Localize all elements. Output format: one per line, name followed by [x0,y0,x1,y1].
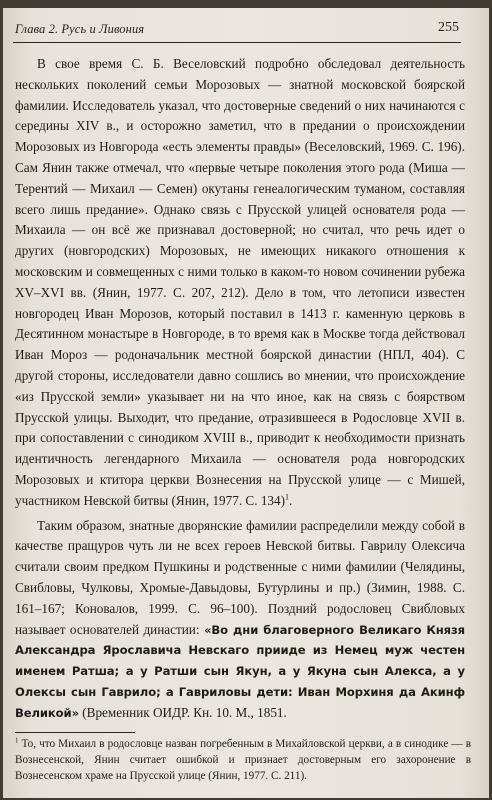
book-page [3,8,489,798]
page-number: 255 [438,20,459,35]
footnote-marker: 1 [15,736,19,745]
footnote-rule [15,732,135,733]
paragraph-2-text: Таким образом, знатные дворянские фамилии распределили между собой в качестве пращуров чуть ли не всех героев Невской битвы. Гаврилу Олексича считали своим предком Пушкины и родственные с ними фамилии (Челядины, Свибловы, Чулковы, Хромые-Давыдовы, Бутурлины и пр.) (Зимин, 1988. С. 161–167; Коновалов, 1999. С. 96–100). Поздний родословец Свибловых называет основателей династии: [15,517,465,637]
paragraph-1-text: В свое время С. Б. Веселовский подробно обследовал деятельность нескольких поколений семьи Морозовых — знатной московской боярской фамилии. Исследователь указал, что достоверные сведений о них начинаются с середины XIV в., и осторожно заметил, что в предании о происхождении Морозовых из Новгорода «есть элементы правды» (Веселовский, 1969. С. 196). Сам Янин также отмечал, что «первые четыре поколения этого рода (Миша — Терентий — Михаил — Семен) окутаны генеалогическим туманом, составляя всего лишь предание». Однако связь с Прусской улицей основателя рода — Михаила — он всё же признавал достоверной; но считал, что речь идет о других (новгородских) Морозовых, не имеющих никакого отношения к московским и совмещенных с ними только в каком-то новом сочинении рубежа XV–XVI вв. (Янин, 1977. С. 207, 212). Дело в том, что летописи известен новгородец Иван Морозов, который поставил в 1413 г. каменную церковь в Десятинном монастыре в Новгороде, в то время как в Москве тогда действовал Иван Мороз — родоначальник местной боярской династии (НПЛ, 404). С другой стороны, исследователи давно сошлись во мнении, что происхождение «из Прусской земли» указывает ни на что иное, как на связь с боярством Прусской улицы. Выходит, что предание, отразившееся в Родословце XVII в. при сопоставлении с синодиком XVIII в., приводит к необходимости признать идентичность легендарного Михаила — основателя рода новгородских Морозовых и ктитора церкви Вознесения на Прусской улице — с Мишей, участником Невской битвы (Янин, 1977. С. 134) [15,56,465,508]
body-text [15,54,465,724]
paragraph-2-citation: (Временник ОИДР. Кн. 10. М., 1851. [78,704,287,720]
paragraph-2 [15,516,465,724]
running-head: Глава 2. Русь и Ливония [15,22,145,36]
footnote-1 [15,736,471,784]
old-slavonic-quote: «Во дни благоверного Великаго Князя Александра Ярославича Невскаго прииде из Немец муж честен именем Ратша; а у Ратши сын Якун, а у Якуна сын Алекса, а у Олексы сын Гаврило; а Гавриловы дети: Иван Морхиня да Акинф Великой» [15,622,465,720]
header-rule [13,42,461,43]
footnote-ref-1: 1 [285,492,289,502]
footnotes [15,736,471,784]
footnote-text: То, что Михаил в родословце назван погребенным в Михайловской церкви, а в синодике — в Вознесенской, Янин считает ошибкой и признает достоверным его захоронение в Вознесенском храме на Прусской улице (Янин, 1977. С. 211). [15,738,471,782]
paragraph-1: В свое время С. Б. Веселовский подробно обследовал деятельность нескольких поколений семьи Морозовых — знатной московской боярской фамилии. Исследователь указал, что достоверные сведений о них начинаются с середины XIV в., и осторожно заметил, что в предании о происхождении Морозовых из Новгорода «есть элементы правды» (Веселовский, 1969. С. 196). Сам Янин также отмечал, что «первые четыре поколения этого рода (Миша — Терентий — Михаил — Семен) окутаны генеалогическим туманом, составляя всего лишь предание». Однако связь с Прусской улицей основателя рода — Михаила — он всё же признавал достоверной; но считал, что речь идет о других (новгородских) Морозовых, не имеющих никакого отношения к московским и совмещенных с ними только в каком-то новом сочинении рубежа XV–XVI вв. (Янин, 1977. С. 207, 212). Дело в том, что летописи известен новгородец Иван Морозов, который поставил в 1413 г. каменную церковь в Десятинном монастыре в Новгороде, в то время как в Москве тогда действовал Иван Мороз — родоначальник местной боярской династии (НПЛ, 404). С другой стороны, исследователи давно сошлись во мнении, что происхождение «из Прусской земли» указывает ни на что иное, как на связь с боярством Прусской улицы. Выходит, что предание, отразившееся в Родословце XVII в. при сопоставлении с синодиком XVIII в., приводит к необходимости признать идентичность легендарного Михаила — основателя рода новгородских Морозовых и ктитора церкви Вознесения на Прусской улице — с Мишей, участником Невской битвы (Янин, 1977. С. 134)$^1$. [15,56,465,508]
